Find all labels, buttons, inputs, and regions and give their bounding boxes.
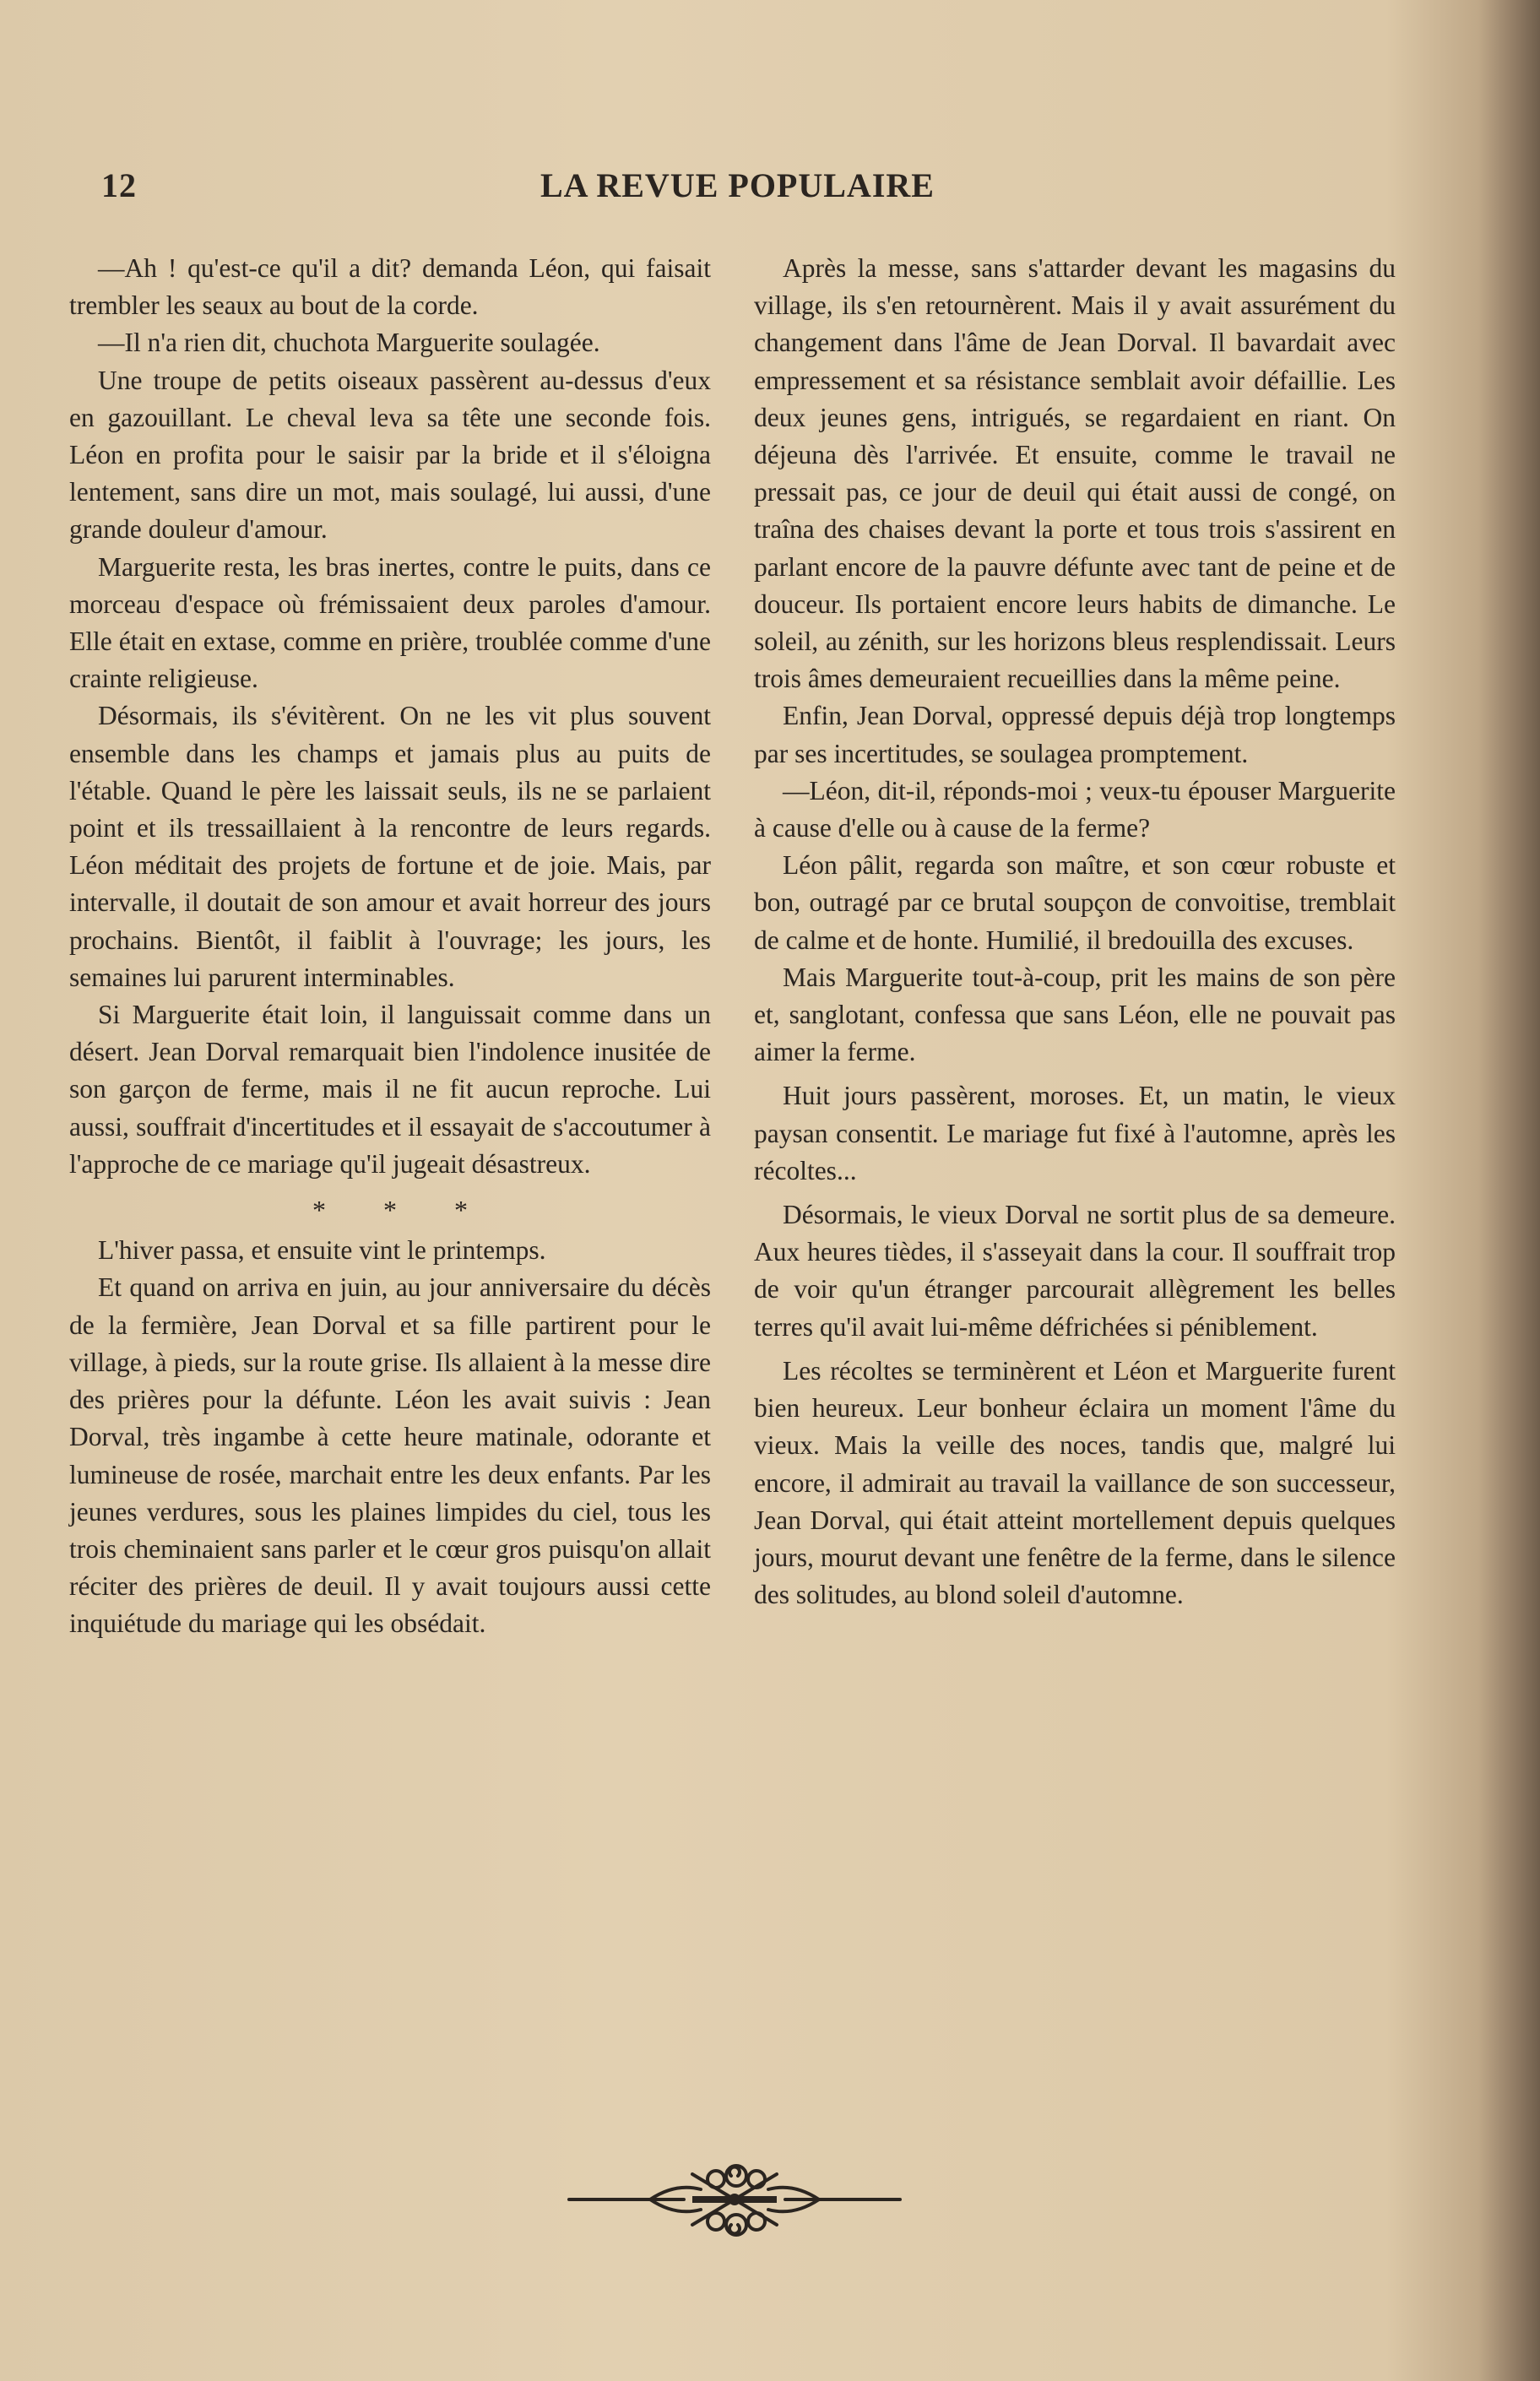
paragraph: Désormais, le vieux Dorval ne sortit plus de sa demeure. Aux heures tièdes, il s'asseyait dans la cour. Il souffrait trop de voir qu'un étranger parcourait allègrement les belles terres qu'il avait lui-même défrichées si péniblement. (754, 1200, 1396, 1342)
paragraph: Une troupe de petits oiseaux passèrent au-dessus d'eux en gazouillant. Le cheval leva sa tête une seconde fois. Léon en profita pour le saisir par la bride et il s'éloigna lentement, sans dire un mot, mais soulagé, lui aussi, d'une grande douleur d'amour. (69, 365, 711, 545)
paragraph: —Ah ! qu'est-ce qu'il a dit? demanda Léon, qui faisait trembler les seaux au bout de la corde. (69, 253, 711, 321)
page-header (0, 165, 1540, 216)
paragraph: Marguerite resta, les bras inertes, contre le puits, dans ce morceau d'espace où frémissaient deux paroles d'amour. Elle était en extase, comme en prière, troublée comme d'une crainte religieuse. (69, 551, 711, 694)
paragraph: Enfin, Jean Dorval, oppressé depuis déjà trop longtemps par ses incertitudes, se soulagea promptement. (754, 701, 1396, 768)
paragraph: Huit jours passèrent, moroses. Et, un matin, le vieux paysan consentit. Le mariage fut fixé à l'automne, après les récoltes... (754, 1081, 1396, 1185)
left-text-column (69, 250, 711, 1643)
paragraph: Mais Marguerite tout-à-coup, prit les mains de son père et, sanglotant, confessa que sans Léon, elle ne pouvait pas aimer la ferme. (754, 962, 1396, 1067)
decorative-fleuron-icon (566, 2149, 903, 2250)
paragraph: Désormais, ils s'évitèrent. On ne les vit plus souvent ensemble dans les champs et jamais plus au puits de l'étable. Quand le père les laissait seuls, ils ne se parlaient point et ils tressaillaient à la rencontre de leurs regards. Léon méditait des projets de fortune et de joie. Mais, par intervalle, il doutait de son amour et avait horreur des jours prochains. Bientôt, il faiblit à l'ouvrage; les jours, les semaines lui parurent interminables. (69, 701, 711, 992)
paragraph: Si Marguerite était loin, il languissait comme dans un désert. Jean Dorval remarquait bien l'indolence inusitée de son garçon de ferme, mais il ne fit aucun reproche. Lui aussi, souffrait d'incertitudes et il essayait de s'accoutumer à l'approche de ce mariage qu'il jugeait désastreux. (69, 1000, 711, 1179)
section-separator: * * * (312, 1195, 493, 1226)
paragraph: Et quand on arriva en juin, au jour anniversaire du décès de la fermière, Jean Dorval et sa fille partirent pour le village, à pieds, sur la route grise. Ils allaient à la messe dire des prières pour la défunte. Léon les avait suivis : Jean Dorval, très ingambe à cette heure matinale, odorante et lumineuse de rosée, marchait entre les deux enfants. Par les jeunes verdures, sous les plaines limpides du ciel, tous les trois cheminaient sans parler et le cœur gros puisqu'on allait réciter des prières de deuil. Il y avait toujours aussi cette inquiétude du mariage qui les obsédait. (69, 1272, 711, 1639)
paragraph: Les récoltes se terminèrent et Léon et Marguerite furent bien heureux. Leur bonheur éclaira un moment l'âme du vieux. Mais la veille des noces, tandis que, malgré lui encore, il admirait au travail la vaillance de son successeur, Jean Dorval, qui était atteint mortellement depuis quelques jours, mourut devant une fenêtre de la ferme, dans le silence des solitudes, au blond soleil d'automne. (754, 1355, 1396, 1610)
paragraph: —Léon, dit-il, réponds-moi ; veux-tu épouser Marguerite à cause d'elle ou à cause de la ferme? (754, 775, 1396, 843)
paragraph: Léon pâlit, regarda son maître, et son cœur robuste et bon, outragé par ce brutal soupçon de convoitise, tremblait de calme et de honte. Humilié, il bredouilla des excuses. (754, 850, 1396, 955)
paragraph: L'hiver passa, et ensuite vint le printemps. (98, 1235, 546, 1266)
paragraph: Après la messe, sans s'attarder devant les magasins du village, ils s'en retournèrent. Mais il y avait assurément du changement dans l'âme de Jean Dorval. Il bavardait avec empressement et sa résistance semblait avoir défaillie. Les deux jeunes gens, intrigués, se regardaient en riant. On déjeuna dès l'arrivée. Et ensuite, comme le travail ne pressait pas, ce jour de deuil qui était aussi de congé, on traîna des chaises devant la porte et tous trois s'assirent en parlant encore de la pauvre défunte avec tant de peine et de douceur. Ils portaient encore leurs habits de dimanche. Le soleil, au zénith, sur les horizons bleus resplendissait. Leurs trois âmes demeuraient recueillies dans la même peine. (754, 253, 1396, 694)
right-text-column (754, 250, 1396, 1614)
journal-title: LA REVUE POPULAIRE (540, 166, 935, 204)
page-number: 12 (101, 166, 137, 204)
paragraph: —Il n'a rien dit, chuchota Marguerite soulagée. (98, 328, 600, 358)
